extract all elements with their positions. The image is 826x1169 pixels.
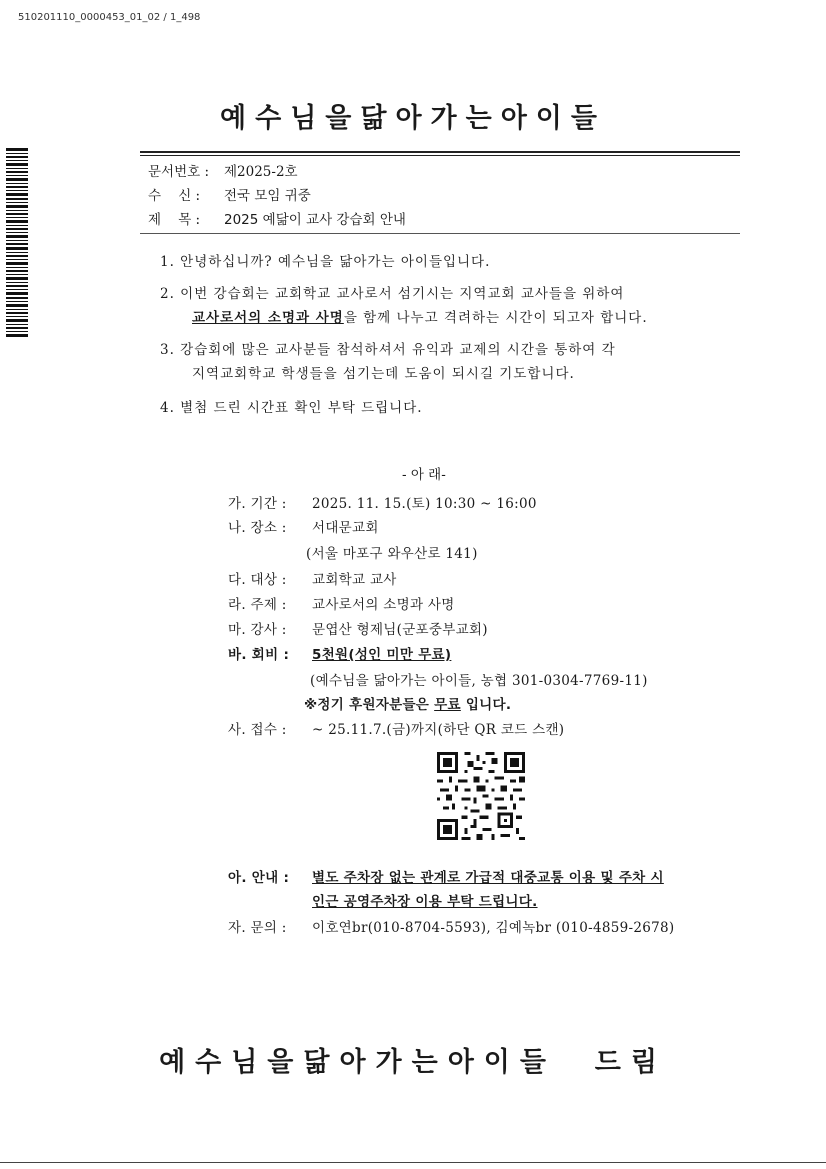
header-bottom-rule xyxy=(140,233,740,234)
paragraph-4: 4. 별첨 드린 시간표 확인 부탁 드립니다. xyxy=(160,400,423,416)
detail-fee xyxy=(228,643,451,663)
detail-place xyxy=(228,516,379,536)
detail-place-address: (서울 마포구 와우산로 141) xyxy=(306,546,478,562)
detail-speaker xyxy=(228,618,488,638)
detail-fee-note xyxy=(304,693,511,713)
doc-number-row xyxy=(148,160,298,180)
detail-contact xyxy=(228,916,674,936)
paragraph-2-rest: 을 함께 나누고 격려하는 시간이 되고자 합니다. xyxy=(343,310,648,326)
detail-speaker-label: 마. 강사 : xyxy=(228,622,287,638)
recipient-label: 수 신 : xyxy=(148,188,201,204)
detail-notice-label: 아. 안내 : xyxy=(228,870,290,886)
detail-theme-label: 라. 주제 : xyxy=(228,597,287,613)
detail-fee-note-pre: ※정기 후원자분들은 xyxy=(304,697,435,713)
detail-notice-line-1: 별도 주차장 없는 관계로 가급적 대중교통 이용 및 주차 시 xyxy=(312,870,664,886)
barcode-icon xyxy=(6,148,28,338)
detail-period-value: 2025. 11. 15.(토) 10:30 ~ 16:00 xyxy=(312,496,537,512)
qr-code-icon[interactable] xyxy=(437,752,525,840)
paragraph-2-emphasis: 교사로서의 소명과 사명 xyxy=(192,310,344,326)
detail-fee-label: 바. 회비 : xyxy=(228,647,290,663)
detail-theme-value: 교사로서의 소명과 사명 xyxy=(312,597,455,613)
detail-registration-value: ~ 25.11.7.(금)까지(하단 QR 코드 스캔) xyxy=(312,722,565,738)
document-footer: 예수님을닮아가는아이들 드림 xyxy=(159,1047,667,1078)
doc-number-label: 문서번호 : xyxy=(148,164,210,180)
detail-notice xyxy=(228,866,664,886)
detail-target xyxy=(228,568,397,588)
paragraph-2-line-1: 2. 이번 강습회는 교회학교 교사로서 섬기시는 지역교회 교사들을 위하여 xyxy=(160,286,625,302)
detail-theme xyxy=(228,593,455,613)
doc-number-value: 제2025-2호 xyxy=(224,164,298,180)
paragraph-3-line-1: 3. 강습회에 많은 교사분들 참석하셔서 유익과 교제의 시간을 통하여 각 xyxy=(160,342,616,358)
recipient-value: 전국 모임 귀중 xyxy=(224,188,311,204)
header-rule xyxy=(140,151,740,153)
file-id: 510201110_0000453_01_02 / 1_498 xyxy=(18,12,201,23)
detail-speaker-value: 문엽산 형제님(군포중부교회) xyxy=(312,622,488,638)
document-title: 예수님을닮아가는아이들 xyxy=(220,103,606,134)
detail-fee-value: 5천원(성인 미만 무료) xyxy=(312,647,452,663)
detail-notice-line-2: 인근 공영주차장 이용 부탁 드립니다. xyxy=(312,894,538,910)
detail-registration-label: 사. 접수 : xyxy=(228,722,287,738)
detail-fee-note-free: 무료 xyxy=(434,697,461,713)
subject-value: 2025 예닮이 교사 강습회 안내 xyxy=(224,212,406,228)
header-rule-thin xyxy=(140,155,740,156)
detail-place-value: 서대문교회 xyxy=(312,520,379,536)
detail-target-label: 다. 대상 : xyxy=(228,572,287,588)
detail-period xyxy=(228,492,537,512)
detail-registration xyxy=(228,718,564,738)
detail-target-value: 교회학교 교사 xyxy=(312,572,397,588)
detail-place-label: 나. 장소 : xyxy=(228,520,287,536)
subject-row xyxy=(148,208,406,228)
detail-fee-note-post: 입니다. xyxy=(460,697,512,713)
paragraph-2-line-2 xyxy=(192,306,648,326)
detail-period-label: 가. 기간 : xyxy=(228,496,287,512)
recipient-row xyxy=(148,184,311,204)
paragraph-3-line-2: 지역교회학교 학생들을 섬기는데 도움이 되시길 기도합니다. xyxy=(192,366,575,382)
detail-contact-label: 자. 문의 : xyxy=(228,920,287,936)
detail-fee-account: (예수님을 닮아가는 아이들, 농협 301-0304-7769-11) xyxy=(310,673,648,689)
detail-contact-value: 이호연br(010-8704-5593), 김예녹br (010-4859-2678) xyxy=(312,920,675,936)
subject-label: 제 목 : xyxy=(148,212,201,228)
bottom-rule xyxy=(0,1162,826,1163)
below-heading: - 아 래- xyxy=(402,467,446,483)
paragraph-1: 1. 안녕하십니까? 예수님을 닮아가는 아이들입니다. xyxy=(160,254,491,270)
